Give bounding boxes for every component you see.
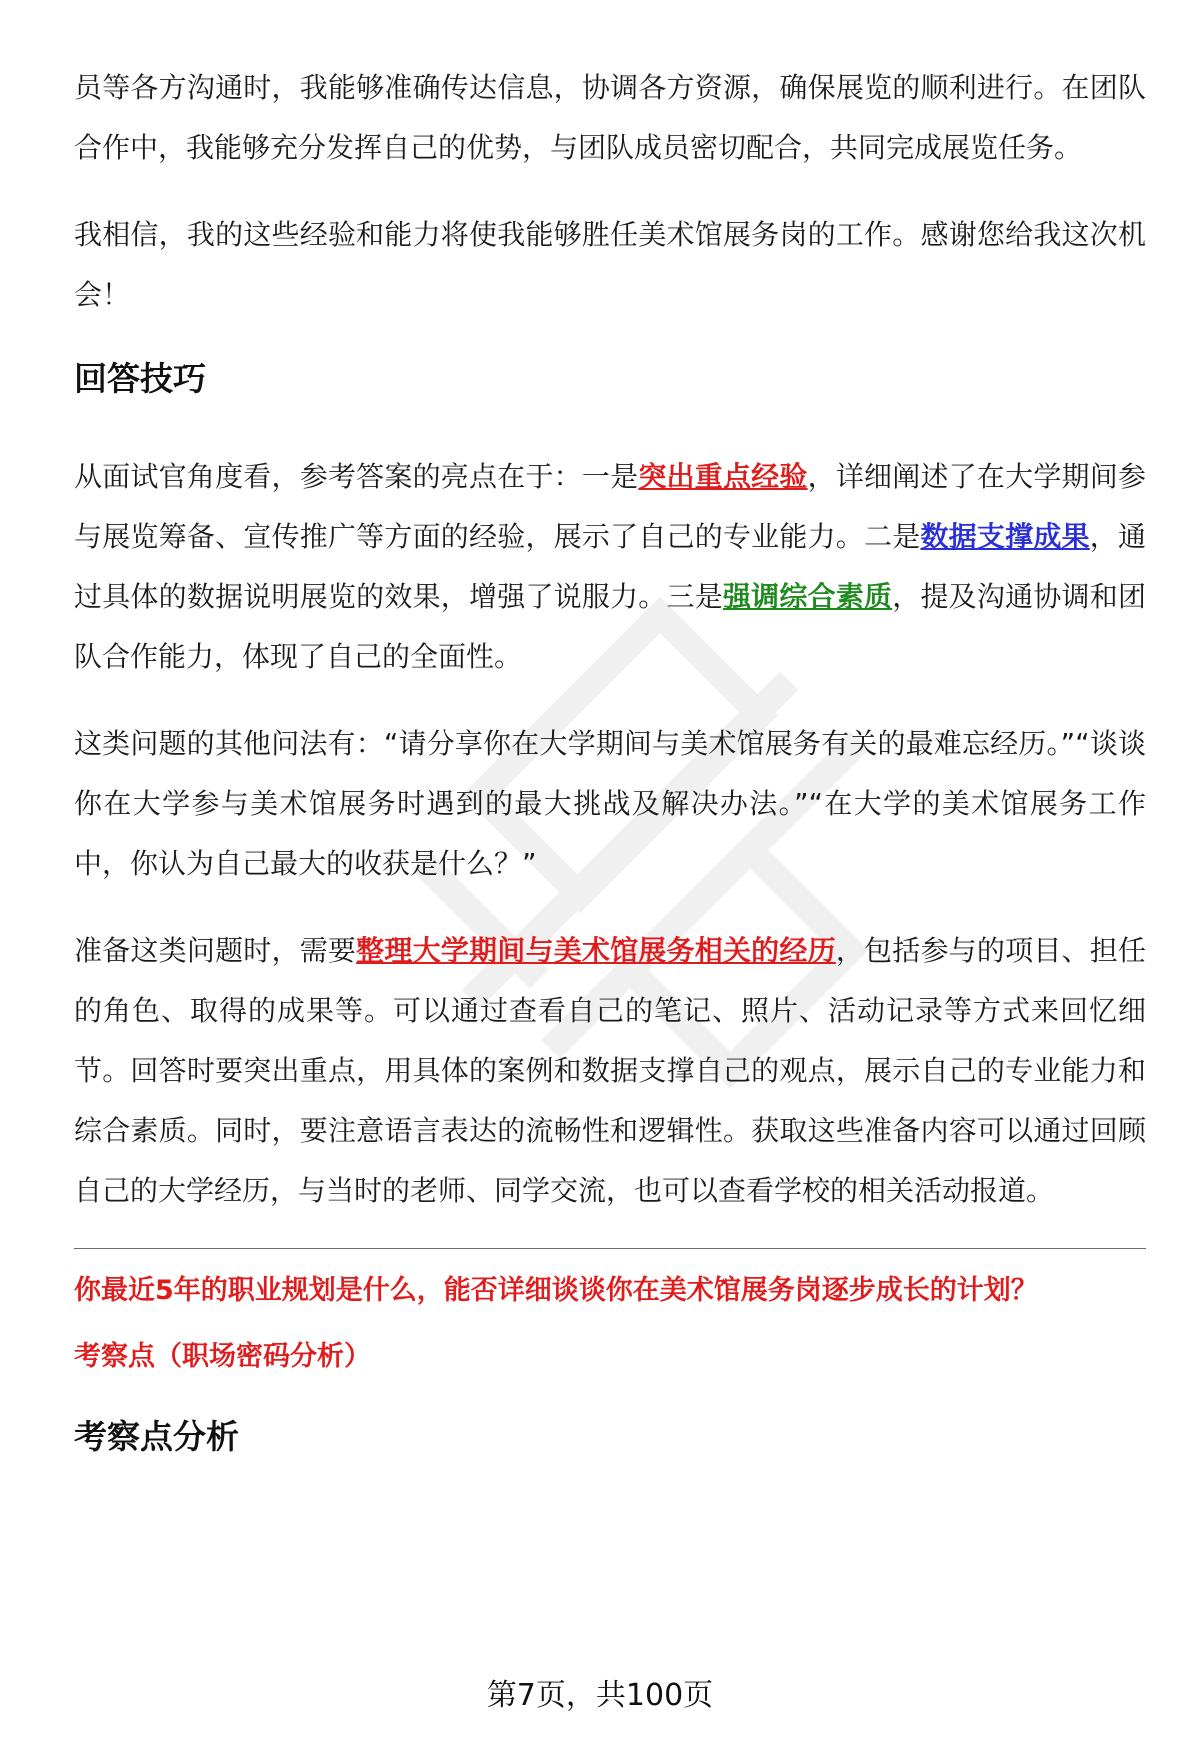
section-heading-answer-skills: 回答技巧 <box>74 359 206 398</box>
highlights-text-4: ，提及沟通协调和团队合作能力，体现了自己的全面性。 <box>74 580 1146 673</box>
preparation-text-2: ，包括参与的项目、担任的角色、取得的成果等。可以通过查看自己的笔记、照片、活动记录等方式来回忆细节。回答时要突出重点，用具体的案例和数据支撑自己的观点，展示自己的专业能力和综合素质。同时，要注意语言表达的流畅性和逻辑性。获取这些准备内容可以通过回顾自己的大学经历，与当时的老师、同学交流，也可以查看学校的相关活动报道。 <box>74 934 1146 1207</box>
page-number-footer: 第7页，共100页 <box>486 1678 714 1713</box>
highlights-text-1: 从面试官角度看，参考答案的亮点在于：一是 <box>74 460 639 493</box>
highlight-organize-experience: 整理大学期间与美术馆展务相关的经历 <box>356 934 836 967</box>
document-page <box>74 58 1146 1461</box>
section-divider <box>74 1248 1146 1249</box>
next-question-title: 你最近5年的职业规划是什么，能否详细谈谈你在美术馆展务岗逐步成长的计划？ <box>74 1275 1038 1306</box>
section-heading-analysis: 考察点分析 <box>74 1417 239 1456</box>
paragraph-communication: 员等各方沟通时，我能够准确传达信息，协调各方资源，确保展览的顺利进行。在团队合作中，我能够充分发挥自己的优势，与团队成员密切配合，共同完成展览任务。 <box>74 71 1146 164</box>
inspection-point-subtitle: 考察点（职场密码分析） <box>74 1341 371 1372</box>
paragraph-closing: 我相信，我的这些经验和能力将使我能够胜任美术馆展务岗的工作。感谢您给我这次机会！ <box>74 218 1146 311</box>
paragraph-preparation <box>74 921 1146 1221</box>
preparation-text-1: 准备这类问题时，需要 <box>74 934 357 967</box>
highlight-overall-quality: 强调综合素质 <box>722 580 893 613</box>
highlights-text-2: ，详细阐述了在大学期间参与展览筹备、宣传推广等方面的经验，展示了自己的专业能力。二是 <box>74 460 1146 553</box>
highlight-data-support: 数据支撑成果 <box>920 520 1090 553</box>
paragraph-highlights <box>74 447 1146 687</box>
highlight-key-experience: 突出重点经验 <box>638 460 808 493</box>
paragraph-alternative-questions: 这类问题的其他问法有：“请分享你在大学期间与美术馆展务有关的最难忘经历。”“谈谈你在大学参与美术馆展务时遇到的最大挑战及解决办法。”“在大学的美术馆展务工作中，你认为自己最大的收获是什么？” <box>74 727 1146 880</box>
highlights-text-3: ，通过具体的数据说明展览的效果，增强了说服力。三是 <box>74 520 1146 613</box>
